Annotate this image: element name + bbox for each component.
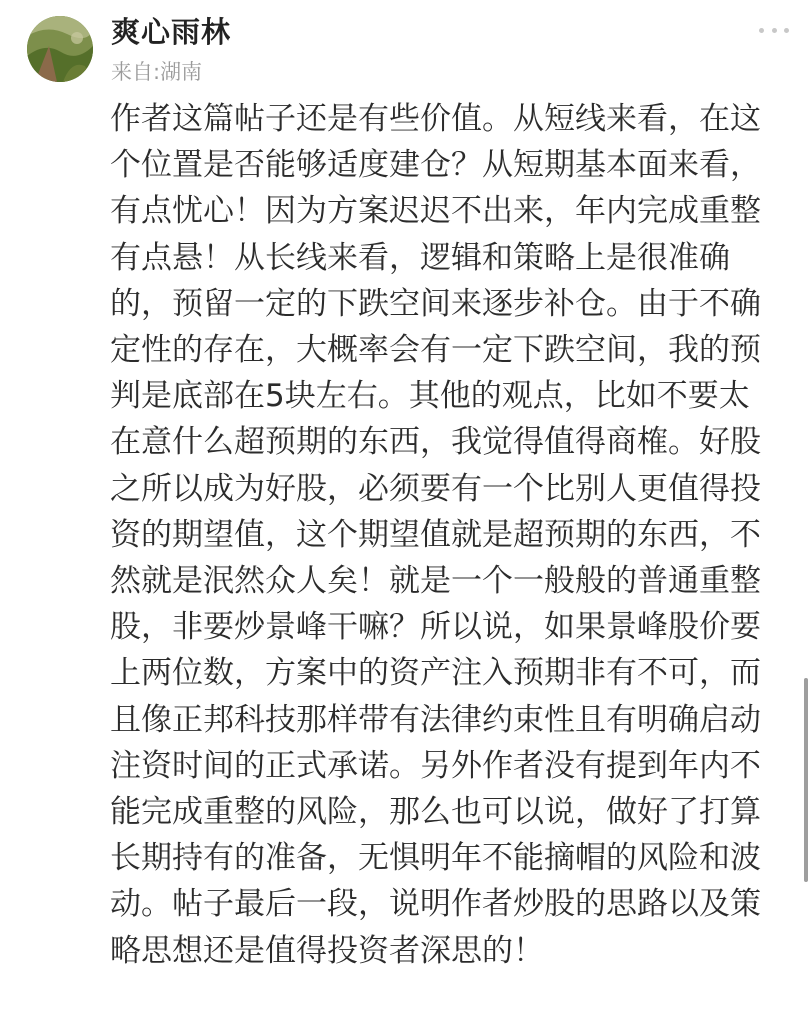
location-label: 来自:湖南 xyxy=(111,60,203,84)
more-dots-icon[interactable] xyxy=(759,24,789,36)
post-content: 作者这篇帖子还是有些价值。从短线来看，在这 个位置是否能够适度建仓？从短期基本面来看， 有点忧心！因为方案迟迟不出来，年内完成重整 有点悬！从长线来看，逻辑和策略上是很准确 的，预留一定的下跌空间来逐步补仓。由于不确 定性的存在，大概率会有一定下跌空间，我的预 判是底部在5块左右。其他的观点，比如不要太 在意什么超预期的东西，我觉得值得商榷。好股 之所以成为好股，必须要有一个比别人更值得投 资的期望值，这个期望值就是超预期的东西，不 然就是泯然众人矣！就是一个一般般的普通重整 股，非要炒景峰干嘛？所以说，如果景峰股价要 上两位数，方案中的资产注入预期非有不可，而 且像正邦科技那样带有法律约束性且有明确启动 注资时间的正式承诺。另外作者没有提到年内不 能完成重整的风险，那么也可以说，做好了打算 长期持有的准备，无惧明年不能摘帽的风险和波 动。帖子最后一段，说明作者炒股的思路以及策 略思想还是值得投资者深思的！ xyxy=(110,101,761,969)
scrollbar[interactable] xyxy=(804,678,808,882)
user-avatar[interactable] xyxy=(27,16,93,82)
dot xyxy=(772,28,777,33)
avatar-landscape-icon xyxy=(27,16,93,82)
dot xyxy=(784,28,789,33)
username[interactable]: 爽心雨林 xyxy=(111,15,232,49)
dot xyxy=(759,28,764,33)
